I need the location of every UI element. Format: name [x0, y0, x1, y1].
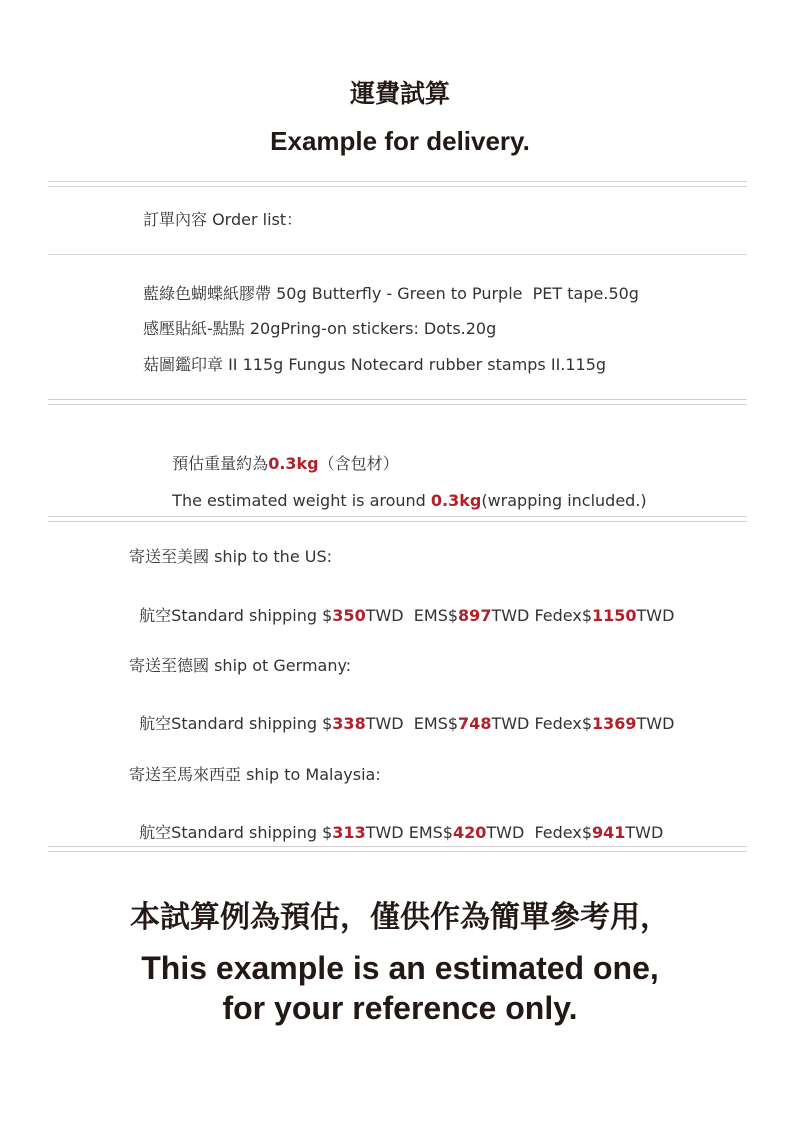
rate-text: EMS$ — [413, 714, 459, 733]
rate-value: 941 — [592, 823, 626, 842]
rate-value: 350 — [332, 606, 366, 625]
divider — [48, 399, 747, 405]
disclaimer-en-line1: This example is an estimated one, — [141, 950, 659, 986]
rate-value: 1150 — [592, 606, 637, 625]
rate-text: 航空Standard shipping $ — [139, 606, 333, 625]
shipping-rates-germany — [129, 691, 674, 735]
weight-text: 預估重量約為 — [172, 454, 269, 473]
rate-text: TWD — [365, 823, 409, 842]
shipping-heading-malaysia: 寄送至馬來西亞 ship to Malaysia: — [129, 765, 381, 784]
disclaimer-en-line2: for your reference only. — [222, 990, 578, 1026]
rate-value: 748 — [458, 714, 492, 733]
shipping-rates-malaysia — [129, 800, 663, 844]
divider — [48, 181, 747, 187]
disclaimer-zh: 本試算例為預估，僅供作為簡單參考用， — [130, 900, 670, 935]
order-list-label: 訂單內容 Order list： — [143, 210, 303, 229]
weight-text: （含包材） — [318, 454, 399, 473]
rate-value: 1369 — [592, 714, 637, 733]
order-item: 藍綠色蝴蝶紙膠帶 50g Butterfly - Green to Purple PET tape.50g — [143, 284, 639, 303]
rate-text: EMS$ — [413, 606, 459, 625]
weight-text: (wrapping included.) — [481, 491, 647, 510]
shipping-heading-us: 寄送至美國 ship to the US: — [129, 547, 333, 566]
rate-text: TWD — [636, 606, 675, 625]
rate-text: TWD — [491, 606, 535, 625]
rate-text: TWD — [365, 714, 414, 733]
rate-text: Fedex$ — [534, 714, 592, 733]
shipping-rates-us — [129, 583, 674, 627]
rate-text: 航空Standard shipping $ — [139, 823, 333, 842]
rate-text: EMS$ — [408, 823, 453, 842]
rate-value: 897 — [458, 606, 492, 625]
rate-text: Fedex$ — [534, 823, 592, 842]
weight-estimate-en — [162, 468, 647, 512]
rate-text: TWD — [636, 714, 675, 733]
rate-value: 313 — [332, 823, 366, 842]
divider — [48, 516, 747, 522]
divider — [48, 846, 747, 852]
divider — [48, 254, 747, 255]
shipping-heading-germany: 寄送至德國 ship ot Germany: — [129, 656, 352, 675]
rate-text: 航空Standard shipping $ — [139, 714, 333, 733]
rate-text: TWD — [491, 714, 535, 733]
order-item: 菇圖鑑印章 II 115g Fungus Notecard rubber stamps II.115g — [143, 355, 607, 374]
rate-text: TWD — [486, 823, 535, 842]
rate-value: 338 — [332, 714, 366, 733]
rate-text: TWD — [625, 823, 664, 842]
page-title-en: Example for delivery. — [270, 126, 530, 156]
rate-text: TWD — [365, 606, 414, 625]
order-item: 感壓貼紙-點點 20gPring-on stickers: Dots.20g — [143, 319, 497, 338]
weight-text: The estimated weight is around — [172, 491, 431, 510]
rate-text: Fedex$ — [534, 606, 592, 625]
weight-value: 0.3kg — [430, 491, 482, 510]
page-title-zh: 運費試算 — [349, 79, 450, 108]
weight-value: 0.3kg — [268, 454, 319, 473]
rate-value: 420 — [452, 823, 487, 842]
